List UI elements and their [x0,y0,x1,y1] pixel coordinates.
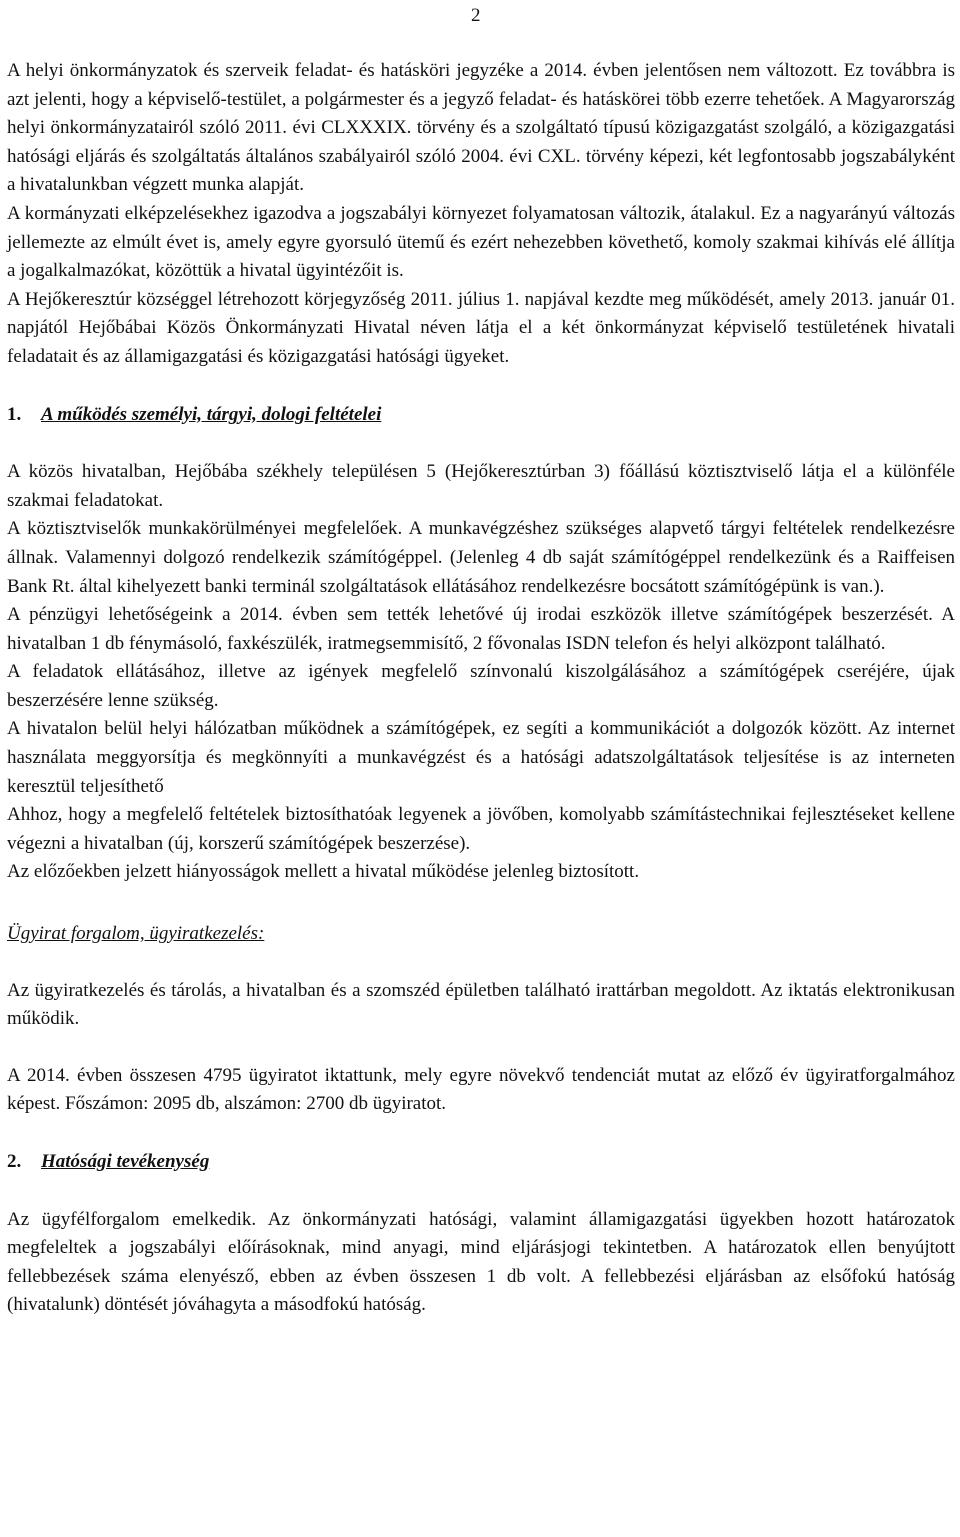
equipment-needs-paragraph: A feladatok ellátásához, illetve az igények megfelelő színvonalú kiszolgálásához a számítógépek cseréjére, újak beszerzésére lenne szükség. [7,661,955,711]
section-2-heading [7,1148,955,1177]
section-1-number: 1. [7,403,22,425]
development-paragraph: Ahhoz, hogy a megfelelő feltételek biztosíthatóak legyenek a jövőben, komolyabb számítástechnikai fejlesztéseket kellene végezni a hivatalban (új, korszerű számítógépek beszerzése). [7,804,955,854]
document-body [7,0,955,1320]
document-handling-subheading: Ügyirat forgalom, ügyiratkezelés: [7,923,265,945]
section-1-heading [7,401,955,430]
intro-paragraph: A helyi önkormányzatok és szerveik feladat- és hatásköri jegyzéke a 2014. évben jelentősen nem változott. Ez továbbra is azt jelenti, hogy a képviselő-testület, a polgármester és a jegyző feladat- és hatáskörei több ezerre tehetőek. A Magyarország helyi önkormányzatairól szóló 2011. évi CLXXXIX. törvény és a szolgáltató típusú közigazgatást szolgáló, a közigazgatási hatósági eljárás és szolgáltatás általános szabályairól szóló 2004. évi CXL. törvény képezi, két legfontosabb jogszabályként a hivatalunkban végzett munka alapját. [7,60,955,196]
document-storage-paragraph: Az ügyiratkezelés és tárolás, a hivatalban és a szomszéd épületben található irattárban megoldott. Az iktatás elektronikusan működik. [7,979,955,1030]
authority-activity-paragraph: Az ügyfélforgalom emelkedik. Az önkormányzati hatósági, valamint államigazgatási ügyekben hozott határozatok megfeleltek a jogszabályi előírásoknak, mind anyagi, mind eljárásjogi tekintetben. A határozatok ellen benyújtott fellebbezések száma elenyésző, ebben az évben összesen 1 db volt. A fellebbezési eljárásban az elsőfokú hatóság (hivatalunk) döntését jóváhagyta a másodfokú hatóság. [7,1208,955,1316]
section-1-title: A működés személyi, tárgyi, dologi feltételei [41,403,382,425]
financial-paragraph: A pénzügyi lehetőségeink a 2014. évben sem tették lehetővé új irodai eszközök illetve számítógépek beszerzését. A hivatalban 1 db fénymásoló, faxkészülék, iratmegsemmisítő, 2 fővonalas ISDN telefon és helyi alközpont található. [7,604,955,654]
section-2-title: Hatósági tevékenység [41,1151,210,1172]
section-2-number: 2. [7,1151,22,1172]
page-number: 2 [471,5,481,26]
office-history-paragraph: A Hejőkeresztúr községgel létrehozott körjegyzőség 2011. július 1. napjával kezdte meg működését, amely 2013. január 01. napjától Hejőbábai Közös Önkormányzati Hivatal néven látja el a két önkormányzat képviselő testületének hivatali feladatait és az államigazgatási és közigazgatási hatósági ügyeket. [7,288,955,367]
staff-paragraph: A közös hivatalban, Hejőbába székhely településen 5 (Hejőkeresztúrban 3) főállású köztisztviselő látja el a különféle szakmai feladatokat. [7,461,955,511]
document-volume-paragraph: A 2014. évben összesen 4795 ügyiratot iktattunk, mely egyre növekvő tendenciát mutat az előző év ügyiratforgalmához képest. Főszámon: 2095 db, alszámon: 2700 db ügyiratot. [7,1064,955,1115]
working-conditions-paragraph: A köztisztviselők munkakörülményei megfelelőek. A munkavégzéshez szükséges alapvető tárgyi feltételek rendelkezésre állnak. Valamennyi dolgozó rendelkezik számítógéppel. (Jelenleg 4 db saját számítógéppel rendelkezünk és a Raiffeisen Bank Rt. által kihelyezett banki terminál szolgáltatások ellátásához rendelkezésre bocsátott számítógépünk is van.). [7,518,955,597]
operation-status-paragraph: Az előzőekben jelzett hiányosságok mellett a hivatal működése jelenleg biztosított. [7,861,640,883]
regulation-change-paragraph: A kormányzati elképzelésekhez igazodva a jogszabályi környezet folyamatosan változik, átalakul. Ez a nagyarányú változás jellemezte az elmúlt évet is, amely egyre gyorsuló ütemű és ezért nehezebben követhető, komoly szakmai kihívás elé állítja a jogalkalmazókat, közöttük a hivatal ügyintézőit is. [7,202,955,282]
network-paragraph: A hivatalon belül helyi hálózatban működnek a számítógépek, ez segíti a kommunikációt a dolgozók között. Az internet használata meggyorsítja és megkönnyíti a munkavégzést és a hatósági adatszolgáltatások teljesítése is az interneten keresztül teljesíthető [7,718,955,797]
